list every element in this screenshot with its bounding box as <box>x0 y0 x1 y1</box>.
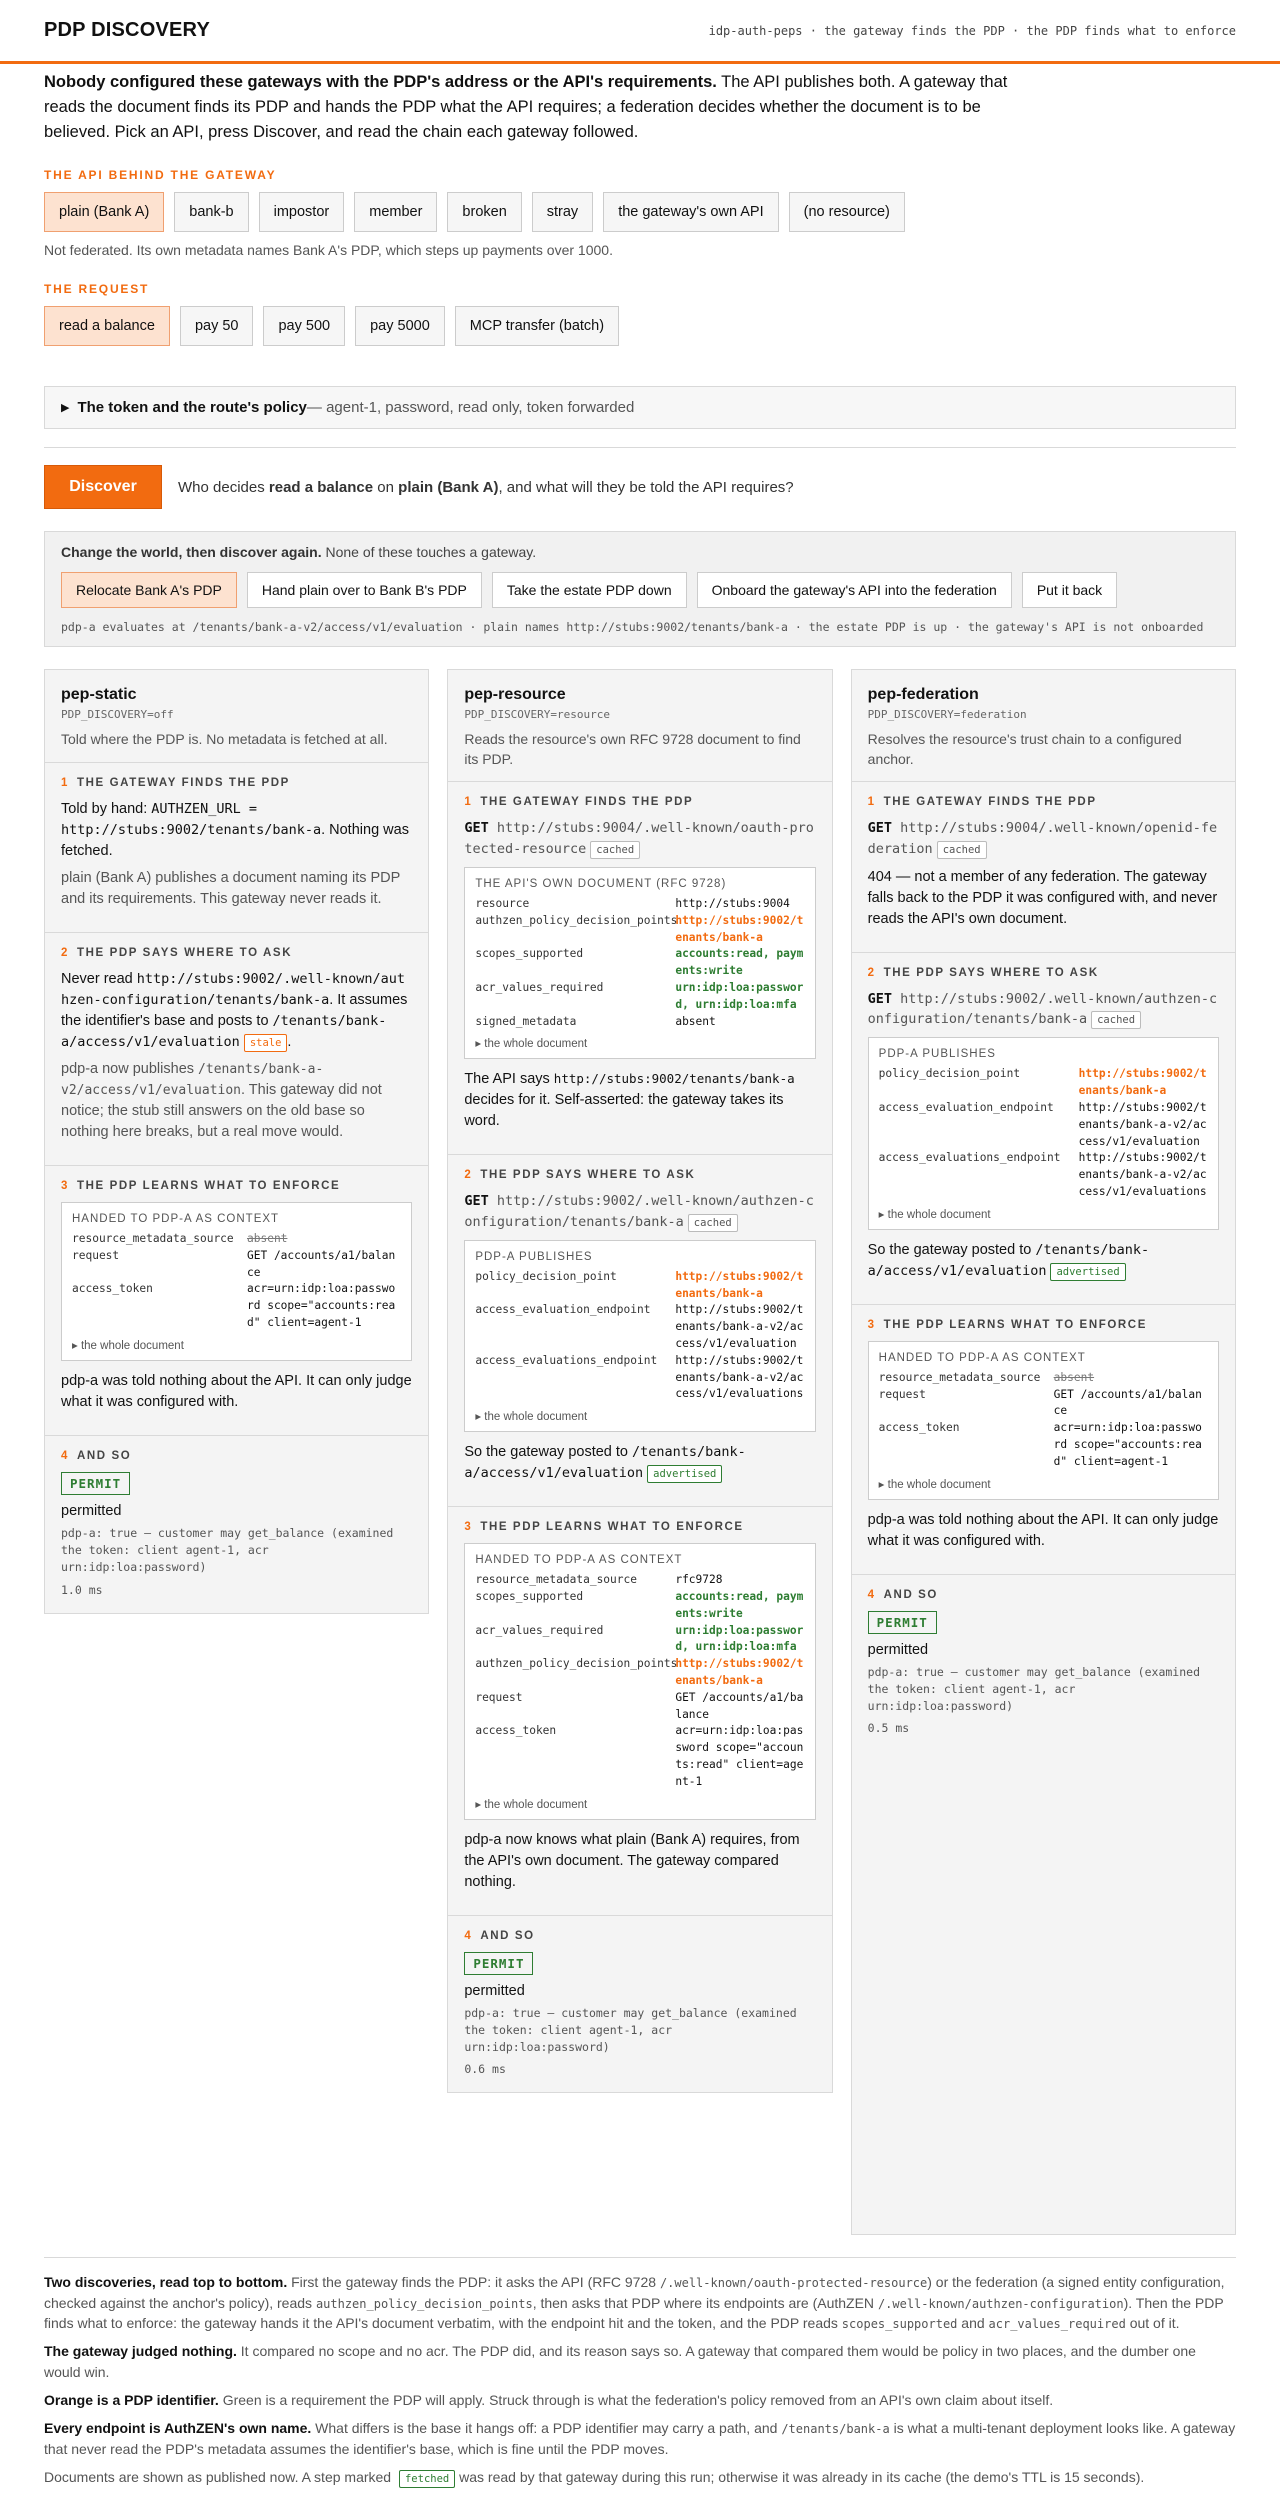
step-what-to-enforce: 3 THE PDP LEARNS WHAT TO ENFORCE HANDED TO PDP-A AS CONTEXT resource_metadata_source rfc9728 scopes_supported accounts:read, payments:write acr_values_required urn:idp:loa:password, urn:idp:loa:mfa authzen_policy_decision_points http://stubs:9002/tenants/bank-a request GET /accounts/a1/balance access_token acr=urn:idp:loa:password scope="accounts:read" client=agent-1 ▸ the whole document pdp-a now knows what plain (Bank A) requires, from the API's own document. The gateway compared nothing. <box>448 1506 831 1914</box>
footnote: Documents are shown as published now. A step marked fetched was read by that gateway during this run; otherwise it was already in its cache (the demo's TTL is 15 seconds). <box>44 2467 1236 2488</box>
permit-badge: PERMIT <box>61 1472 130 1495</box>
advertised-badge: advertised <box>1050 1263 1125 1281</box>
whole-document-toggle[interactable]: ▸ the whole document <box>475 1411 588 1424</box>
world-onboard-button[interactable]: Onboard the gateway's API into the federation <box>697 572 1012 608</box>
api-option-no-resource[interactable]: (no resource) <box>789 192 905 232</box>
context-card: HANDED TO PDP-A AS CONTEXT resource_metadata_source absent request GET /accounts/a1/balance access_token acr=urn:idp:loa:password scope="accounts:read" client=agent-1 ▸ the whole document <box>868 1341 1219 1500</box>
main <box>0 70 1280 2488</box>
step-where-to-ask: 2 THE PDP SAYS WHERE TO ASK Never read http://stubs:9002/.well-known/authzen-configuration/tenants/bank-a. It assumes the identifier's base and posts to /tenants/bank-a/access/v1/evaluation stale . pdp-a now publishes /tenants/bank-a-v2/access/v1/evaluation. This gateway did not notice; the stub still answers on the old base so nothing here breaks, but a real move would. <box>45 932 428 1165</box>
footnote: Two discoveries, read top to bottom. First the gateway finds the PDP: it asks the API (RFC 9728 /.well-known/oauth-protected-resource) or the federation (a signed entity configuration, checked against the anchor's policy), reads authzen_policy_decision_points, then asks that PDP where its endpoints are (AuthZEN /.well-known/authzen-configuration). Then the PDP finds what to enforce: the gateway hands it the API's document verbatim, with the endpoint hit and the token, and the PDP reads scopes_supported and acr_values_required out of it. <box>44 2274 1225 2332</box>
gateway-header <box>448 670 831 781</box>
request-section-label: THE REQUEST <box>44 282 150 297</box>
footnote: Orange is a PDP identifier. Green is a requirement the PDP will apply. Struck through is what the federation's policy removed from an API's own claim about itself. <box>44 2392 1054 2409</box>
api-note: Not federated. Its own metadata names Bank A's PDP, which steps up payments over 1000. <box>44 242 613 259</box>
gateway-resource <box>447 669 832 2093</box>
gateway-static <box>44 669 429 1613</box>
gateway-name: pep-resource <box>464 686 566 704</box>
api-option-broken[interactable]: broken <box>447 192 521 232</box>
api-option-impostor[interactable]: impostor <box>259 192 345 232</box>
api-option-gateway-own[interactable]: the gateway's own API <box>603 192 778 232</box>
request-option-read-balance[interactable]: read a balance <box>44 306 170 346</box>
disclosure-triangle-icon: ▶ <box>61 402 70 415</box>
whole-document-toggle[interactable]: ▸ the whole document <box>72 1339 184 1352</box>
cached-badge: cached <box>688 1214 738 1232</box>
header-tagline: idp-auth-peps · the gateway finds the PDP · the PDP finds what to enforce <box>708 23 1236 38</box>
pdp-metadata-card: PDP-A PUBLISHES policy_decision_point http://stubs:9002/tenants/bank-a access_evaluation_endpoint http://stubs:9002/tenants/bank-a-v2/access/v1/evaluation access_evaluations_endpoint http://stubs:9002/tenants/bank-a-v2/access/v1/evaluations ▸ the whole document <box>464 1240 815 1432</box>
world-relocate-button[interactable]: Relocate Bank A's PDP <box>61 572 237 608</box>
request-option-mcp-transfer[interactable]: MCP transfer (batch) <box>455 306 619 346</box>
step-find-pdp: 1 THE GATEWAY FINDS THE PDP GET http://stubs:9004/.well-known/oauth-protected-resource cached THE API'S OWN DOCUMENT (RFC 9728) resource http://stubs:9004 authzen_policy_decision_points http://stubs:9002/tenants/bank-a scopes_supported accounts:read, payments:write acr_values_required urn:idp:loa:password, urn:idp:loa:mfa signed_metadata absent ▸ the whole document The API says http://stubs:9002/tenants/bank-a decides for it. Self-asserted: the gateway takes its word. <box>448 781 831 1154</box>
gateway-header <box>852 670 1235 781</box>
permit-badge: PERMIT <box>464 1952 533 1975</box>
step-where-to-ask: 2 THE PDP SAYS WHERE TO ASK GET http://stubs:9002/.well-known/authzen-configuration/tenants/bank-a cached PDP-A PUBLISHES policy_decision_point http://stubs:9002/tenants/bank-a access_evaluation_endpoint http://stubs:9002/tenants/bank-a-v2/access/v1/evaluation access_evaluations_endpoint http://stubs:9002/tenants/bank-a-v2/access/v1/evaluations ▸ the whole document So the gateway posted to /tenants/bank-a/access/v1/evaluation advertised <box>852 952 1235 1304</box>
gateway-header <box>45 670 428 762</box>
whole-document-toggle[interactable]: ▸ the whole document <box>878 1208 991 1221</box>
intro: Nobody configured these gateways with the PDP's address or the API's requirements. The API publishes both. A gateway that reads the document finds its PDP and hands the PDP what the API requires; a federation decides whether the document is to be believed. Pick an API, press Discover, and read the chain each gateway followed. <box>44 73 1008 141</box>
world-estate-down-button[interactable]: Take the estate PDP down <box>492 572 687 608</box>
whole-document-toggle[interactable]: ▸ the whole document <box>878 1478 991 1491</box>
request-options <box>44 306 1236 346</box>
api-document-card: THE API'S OWN DOCUMENT (RFC 9728) resource http://stubs:9004 authzen_policy_decision_points http://stubs:9002/tenants/bank-a scopes_supported accounts:read, payments:write acr_values_required urn:idp:loa:password, urn:idp:loa:mfa signed_metadata absent ▸ the whole document <box>464 867 815 1059</box>
world-handover-button[interactable]: Hand plain over to Bank B's PDP <box>247 572 482 608</box>
api-option-stray[interactable]: stray <box>532 192 593 232</box>
step-find-pdp: 1 THE GATEWAY FINDS THE PDP Told by hand: AUTHZEN_URL = http://stubs:9002/tenants/bank-a. Nothing was fetched. plain (Bank A) publishes a document naming its PDP and its requirements. This gateway never reads it. <box>45 762 428 932</box>
step-decision: 4 AND SO PERMIT permitted pdp-a: true — customer may get_balance (examined the token: client agent-1, acr urn:idp:loa:password) 0.5 ms <box>852 1574 1235 1752</box>
divider <box>44 447 1236 448</box>
footnote: The gateway judged nothing. It compared no scope and no acr. The PDP did, and its reason says so. A gateway that compared them would be policy in two places, and the dumber one would win. <box>44 2343 1196 2380</box>
cached-badge: cached <box>1091 1011 1141 1029</box>
whole-document-toggle[interactable]: ▸ the whole document <box>475 1798 588 1811</box>
world-panel <box>44 531 1236 647</box>
context-card: HANDED TO PDP-A AS CONTEXT resource_metadata_source rfc9728 scopes_supported accounts:read, payments:write acr_values_required urn:idp:loa:password, urn:idp:loa:mfa authzen_policy_decision_points http://stubs:9002/tenants/bank-a request GET /accounts/a1/balance access_token acr=urn:idp:loa:password scope="accounts:read" client=agent-1 ▸ the whole document <box>464 1543 815 1819</box>
api-option-bank-b[interactable]: bank-b <box>174 192 248 232</box>
api-section-label: THE API BEHIND THE GATEWAY <box>44 168 277 183</box>
step-find-pdp: 1 THE GATEWAY FINDS THE PDP GET http://stubs:9004/.well-known/openid-federation cached 404 — not a member of any federation. The gateway falls back to the PDP it was configured with, and never reads the API's own document. <box>852 781 1235 952</box>
context-card: HANDED TO PDP-A AS CONTEXT resource_metadata_source absent request GET /accounts/a1/balance access_token acr=urn:idp:loa:password scope="accounts:read" client=agent-1 ▸ the whole document <box>61 1202 412 1361</box>
discover-row <box>44 465 1236 509</box>
page-title: PDP DISCOVERY <box>44 19 210 41</box>
world-title: Change the world, then discover again. None of these touches a gateway. <box>61 544 537 561</box>
step-decision: 4 AND SO PERMIT permitted pdp-a: true — customer may get_balance (examined the token: client agent-1, acr urn:idp:loa:password) 0.6 ms <box>448 1915 831 2093</box>
pdp-metadata-card: PDP-A PUBLISHES policy_decision_point http://stubs:9002/tenants/bank-a access_evaluation_endpoint http://stubs:9002/tenants/bank-a-v2/access/v1/evaluation access_evaluations_endpoint http://stubs:9002/tenants/bank-a-v2/access/v1/evaluations ▸ the whole document <box>868 1037 1219 1229</box>
fetched-badge: fetched <box>399 2470 455 2488</box>
gateway-columns <box>44 669 1236 2235</box>
world-state: pdp-a evaluates at /tenants/bank-a-v2/access/v1/evaluation · plain names http://stubs:9002/tenants/bank-a · the estate PDP is up · the gateway's API is not onboarded <box>61 620 1204 635</box>
gateway-env: PDP_DISCOVERY=federation <box>867 708 1027 722</box>
cached-badge: cached <box>590 841 640 859</box>
whole-document-toggle[interactable]: ▸ the whole document <box>475 1038 588 1051</box>
api-options <box>44 192 1236 232</box>
app-header <box>0 0 1280 64</box>
advertised-badge: advertised <box>647 1465 722 1483</box>
step-what-to-enforce: 3 THE PDP LEARNS WHAT TO ENFORCE HANDED TO PDP-A AS CONTEXT resource_metadata_source absent request GET /accounts/a1/balance access_token acr=urn:idp:loa:password scope="accounts:read" client=agent-1 ▸ the whole document pdp-a was told nothing about the API. It can only judge what it was configured with. <box>852 1304 1235 1574</box>
gateway-name: pep-federation <box>867 686 979 704</box>
gateway-desc: Told where the PDP is. No metadata is fetched at all. <box>61 731 388 748</box>
world-options <box>61 572 1219 608</box>
step-what-to-enforce: 3 THE PDP LEARNS WHAT TO ENFORCE HANDED TO PDP-A AS CONTEXT resource_metadata_source absent request GET /accounts/a1/balance access_token acr=urn:idp:loa:password scope="accounts:read" client=agent-1 ▸ the whole document pdp-a was told nothing about the API. It can only judge what it was configured with. <box>45 1165 428 1435</box>
gateway-name: pep-static <box>61 686 137 704</box>
request-option-pay-5000[interactable]: pay 5000 <box>355 306 445 346</box>
gateway-env: PDP_DISCOVERY=off <box>61 708 174 722</box>
stale-badge: stale <box>244 1034 288 1052</box>
discover-button[interactable]: Discover <box>44 465 162 509</box>
gateway-desc: Resolves the resource's trust chain to a configured anchor. <box>867 731 1182 767</box>
permit-badge: PERMIT <box>868 1611 937 1634</box>
api-option-member[interactable]: member <box>354 192 437 232</box>
request-option-pay-500[interactable]: pay 500 <box>263 306 345 346</box>
gateway-env: PDP_DISCOVERY=resource <box>464 708 611 722</box>
footnote: Every endpoint is AuthZEN's own name. What differs is the base it hangs off: a PDP identifier may carry a path, and /tenants/bank-a is what a multi-tenant deployment looks like. A gateway that never read the PDP's metadata assumes the identifier's base, which is fine until the PDP moves. <box>44 2420 1236 2457</box>
request-option-pay-50[interactable]: pay 50 <box>180 306 254 346</box>
gateway-desc: Reads the resource's own RFC 9728 document to find its PDP. <box>464 731 801 767</box>
step-decision: 4 AND SO PERMIT permitted pdp-a: true — customer may get_balance (examined the token: client agent-1, acr urn:idp:loa:password) 1.0 ms <box>45 1435 428 1613</box>
world-reset-button[interactable]: Put it back <box>1022 572 1117 608</box>
step-where-to-ask: 2 THE PDP SAYS WHERE TO ASK GET http://stubs:9002/.well-known/authzen-configuration/tenants/bank-a cached PDP-A PUBLISHES policy_decision_point http://stubs:9002/tenants/bank-a access_evaluation_endpoint http://stubs:9002/tenants/bank-a-v2/access/v1/evaluation access_evaluations_endpoint http://stubs:9002/tenants/bank-a-v2/access/v1/evaluations ▸ the whole document So the gateway posted to /tenants/bank-a/access/v1/evaluation advertised <box>448 1154 831 1506</box>
discover-question: Who decides read a balance on plain (Bank A), and what will they be told the API requires? <box>178 478 794 496</box>
cached-badge: cached <box>937 841 987 859</box>
api-option-plain[interactable]: plain (Bank A) <box>44 192 164 232</box>
footer-notes <box>44 2257 1236 2488</box>
gateway-federation <box>851 669 1236 2235</box>
token-policy-disclosure[interactable]: ▶ The token and the route's policy — agent-1, password, read only, token forwarded <box>44 386 1236 429</box>
